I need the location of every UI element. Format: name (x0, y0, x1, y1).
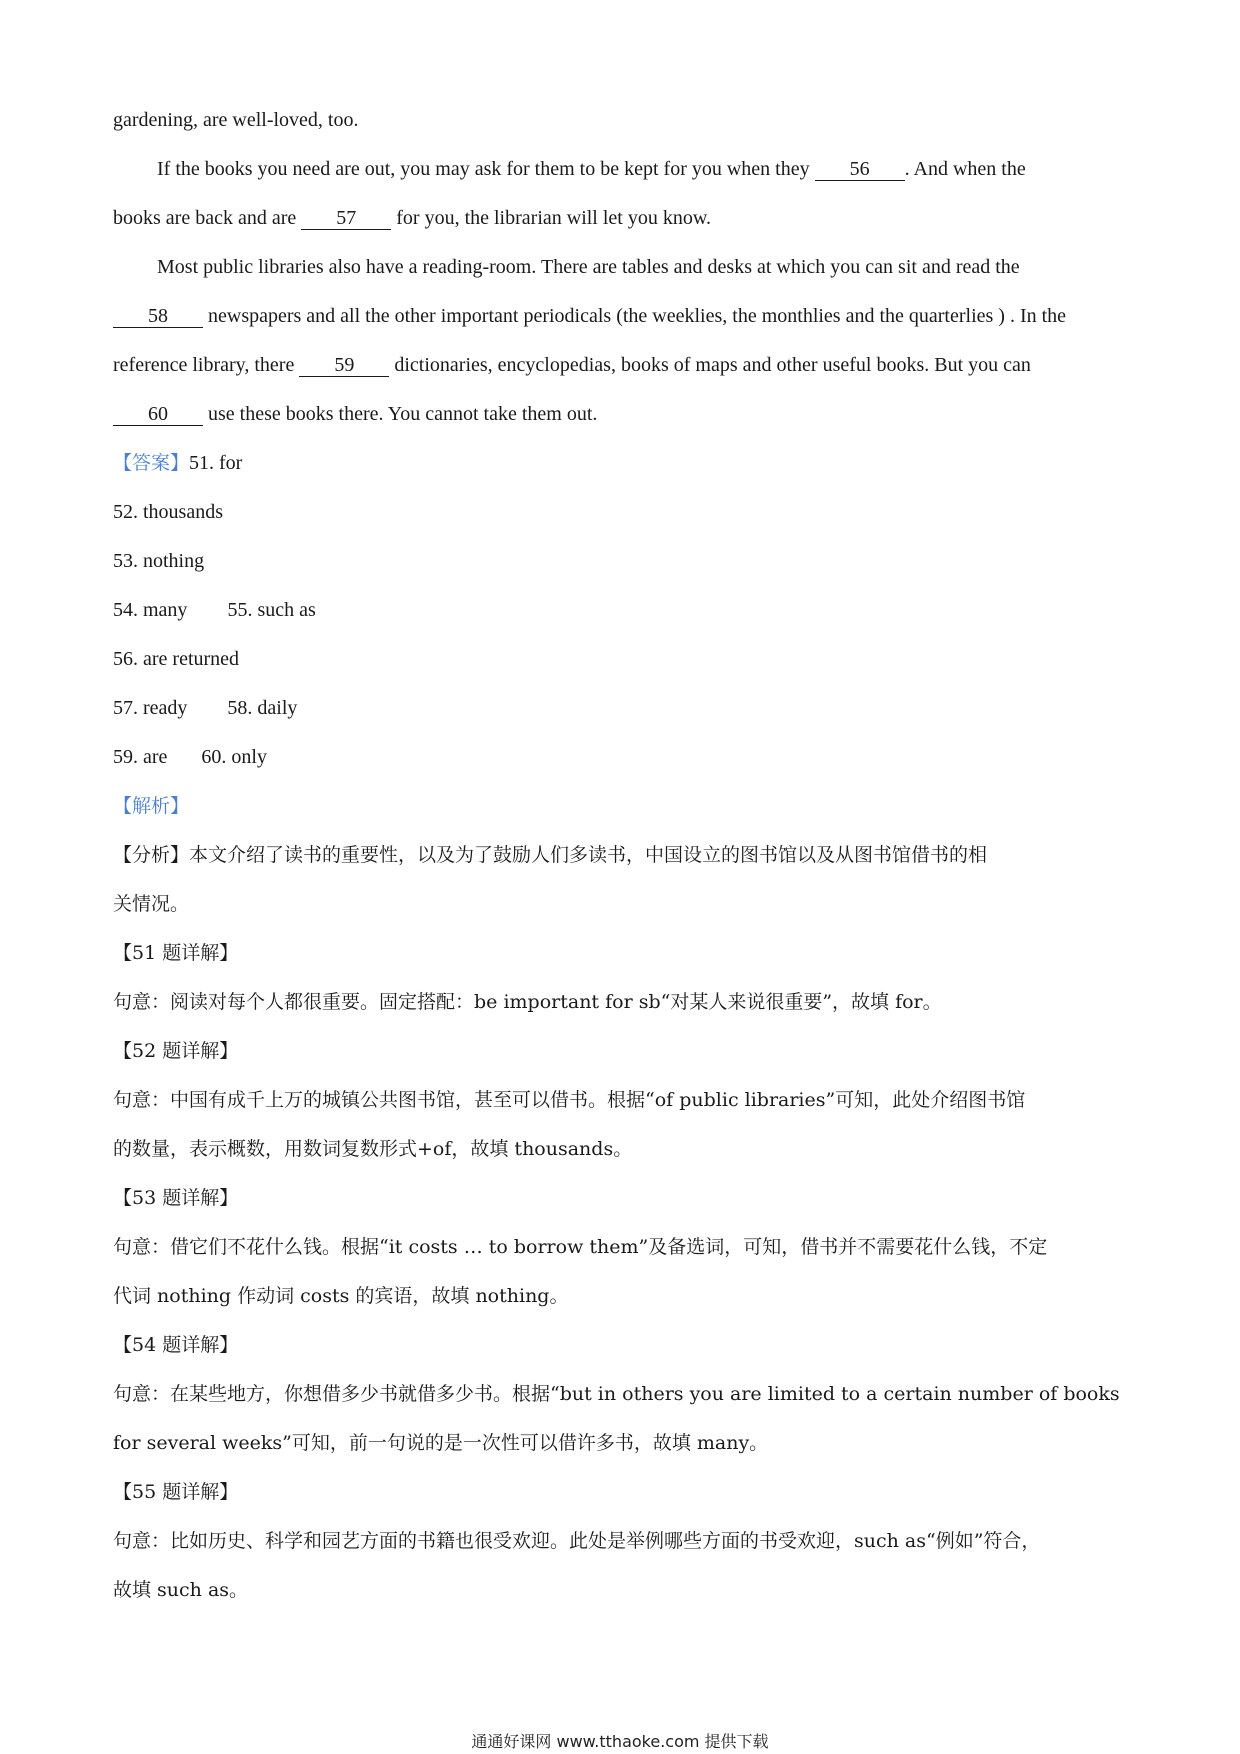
q55-detail: 句意：比如历史、科学和园艺方面的书籍也很受欢迎。此处是举例哪些方面的书受欢迎，such as“例如”符合， (113, 1530, 1041, 1552)
footer-watermark: 通通好课网 www.tthaoke.com 提供下载 (471, 1732, 769, 1751)
q52-detail: 句意：中国有成千上万的城镇公共图书馆，甚至可以借书。根据“of public libraries”可知，此处介绍图书馆 (113, 1089, 1026, 1111)
blank-60: 60 (113, 403, 203, 426)
answer-line (113, 635, 1133, 684)
answer-55: 55. such as (227, 599, 316, 621)
document-page (113, 96, 1133, 1615)
blank-58: 58 (113, 305, 203, 328)
q52-heading: 【52 题详解】 (113, 1040, 239, 1062)
answer-52: 52. thousands (113, 501, 223, 523)
analysis-summary: 【分析】本文介绍了读书的重要性，以及为了鼓励人们多读书，中国设立的图书馆以及从图书馆借书的相 (113, 844, 988, 866)
q53-detail: 句意：借它们不花什么钱。根据“it costs … to borrow them”及备选词，可知，借书并不需要花什么钱，不定 (113, 1236, 1048, 1258)
analysis-summary: 关情况。 (113, 893, 190, 915)
q55-detail: 故填 such as。 (113, 1579, 249, 1601)
answer-58: 58. daily (227, 697, 298, 719)
answer-label: 【答案】 (113, 452, 190, 474)
q55-heading: 【55 题详解】 (113, 1481, 239, 1503)
passage-line: books are back and are 57 for you, the librarian will let you know. (113, 207, 711, 229)
answer-51: 51. for (189, 452, 243, 474)
blank-56: 56 (815, 158, 905, 181)
answer-line (113, 684, 1133, 733)
passage-line: gardening, are well-loved, too. (113, 109, 359, 131)
answer-53: 53. nothing (113, 550, 205, 572)
answer-line (113, 733, 1133, 782)
blank-59: 59 (299, 354, 389, 377)
answer-line (113, 439, 1133, 488)
q53-detail: 代词 nothing 作动词 costs 的宾语，故填 nothing。 (113, 1285, 569, 1307)
answer-line (113, 537, 1133, 586)
answer-60: 60. only (201, 746, 267, 768)
answer-57: 57. ready (113, 697, 188, 719)
passage-line: reference library, there 59 dictionaries, encyclopedias, books of maps and other useful books. But you can (113, 354, 1031, 376)
passage-line: If the books you need are out, you may ask for them to be kept for you when they 56 . And when the (157, 158, 1026, 180)
q54-detail: for several weeks”可知，前一句说的是一次性可以借许多书，故填 many。 (113, 1432, 769, 1454)
passage-line: 58 newspapers and all the other important periodicals (the weeklies, the monthlies and the quarterlies ) . In the (113, 292, 1133, 341)
answer-line (113, 586, 1133, 635)
q51-detail: 句意：阅读对每个人都很重要。固定搭配：be important for sb“对某人来说很重要”，故填 for。 (113, 991, 942, 1013)
answer-line (113, 488, 1133, 537)
q51-heading: 【51 题详解】 (113, 942, 239, 964)
answer-59: 59. are (113, 746, 168, 768)
answer-54: 54. many (113, 599, 188, 621)
q53-heading: 【53 题详解】 (113, 1187, 239, 1209)
q54-detail: 句意：在某些地方，你想借多少书就借多少书。根据“but in others you are limited to a certain number of books (113, 1383, 1120, 1405)
passage-line: 60 use these books there. You cannot take them out. (113, 390, 1133, 439)
q54-heading: 【54 题详解】 (113, 1334, 239, 1356)
passage-line: Most public libraries also have a reading-room. There are tables and desks at which you can sit and read the (157, 256, 1020, 278)
answer-56: 56. are returned (113, 648, 240, 670)
analysis-label: 【解析】 (113, 795, 190, 817)
blank-57: 57 (301, 207, 391, 230)
q52-detail: 的数量，表示概数，用数词复数形式+of，故填 thousands。 (113, 1138, 633, 1160)
